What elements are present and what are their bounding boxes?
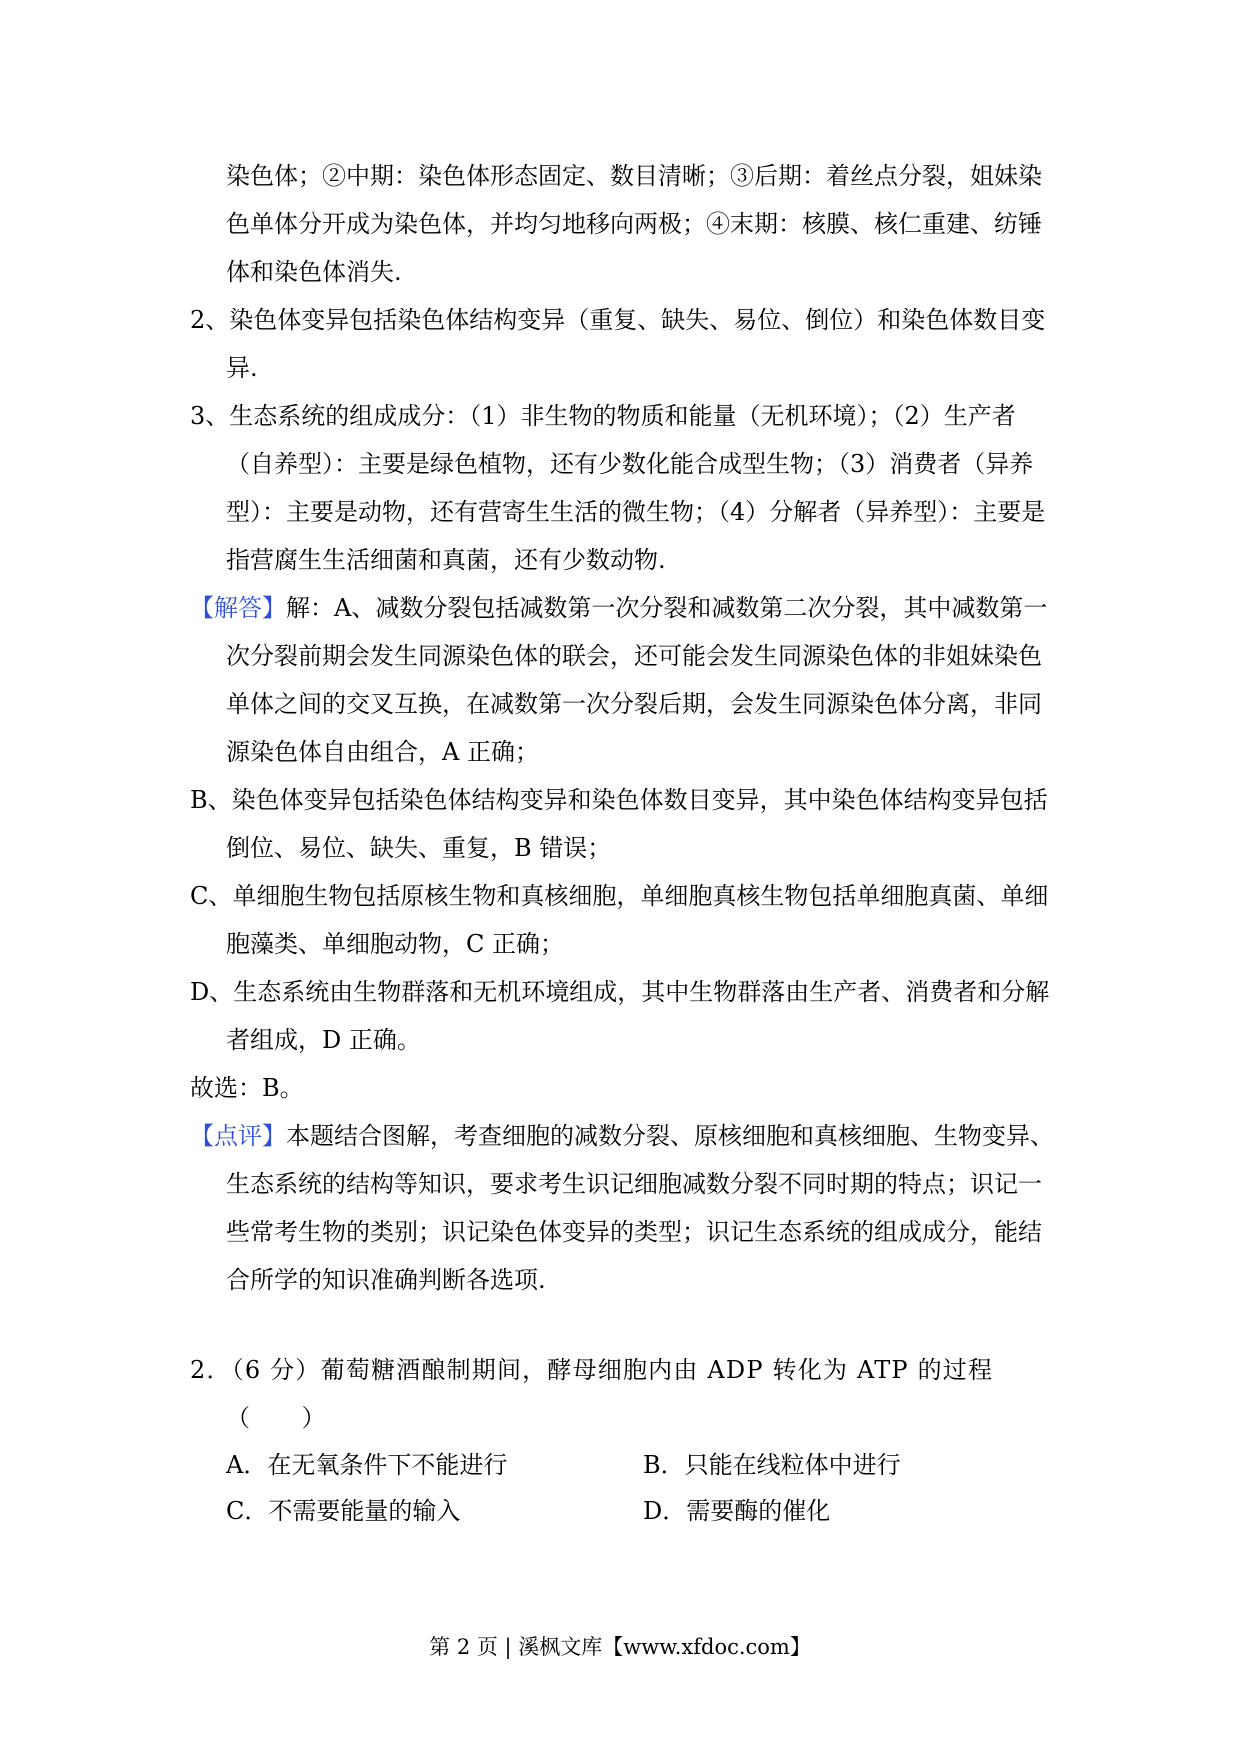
paragraph-1 xyxy=(190,152,1060,296)
paragraph-text: 2、染色体变异包括染色体结构变异（重复、缺失、易位、倒位）和染色体数目变异. xyxy=(190,306,1046,382)
options-row-1 xyxy=(226,1442,1060,1488)
question-options xyxy=(190,1442,1060,1534)
answer-choice xyxy=(190,1064,1060,1112)
paragraph-2 xyxy=(190,296,1060,392)
paragraph-text: 解：A、减数分裂包括减数第一次分裂和减数第二次分裂，其中减数第一次分裂前期会发生同源染色体的联会，还可能会发生同源染色体的非姐妹染色单体之间的交叉互换，在减数第一次分裂后期，会发生同源染色体分离，非同源染色体自由组合，A 正确； xyxy=(226,594,1048,766)
paragraph-option-c xyxy=(190,872,1060,968)
paragraph-text: 故选：B。 xyxy=(190,1074,304,1102)
paragraph-text: 染色体；②中期：染色体形态固定、数目清晰；③后期：着丝点分裂，姐妹染色单体分开成为染色体，并均匀地移向两极；④末期：核膜、核仁重建、纺锤体和染色体消失. xyxy=(226,162,1042,286)
option-d: D．需要酶的催化 xyxy=(643,1497,831,1525)
paragraph-text: 本题结合图解，考查细胞的减数分裂、原核细胞和真核细胞、生物变异、生态系统的结构等知识，要求考生识记细胞减数分裂不同时期的特点；识记一些常考生物的类别；识记染色体变异的类型；识记生态系统的组成成分，能结合所学的知识准确判断各选项. xyxy=(226,1122,1054,1294)
answer-paragraph xyxy=(190,584,1060,776)
option-b: B．只能在线粒体中进行 xyxy=(643,1451,901,1479)
options-row-2 xyxy=(226,1488,1060,1534)
answer-label: 【解答】 xyxy=(190,594,286,622)
paragraph-text: 3、生态系统的组成成分：（1）非生物的物质和能量（无机环境）；（2）生产者（自养型）：主要是绿色植物，还有少数化能合成型生物；（3）消费者（异养型）：主要是动物，还有营寄生生活的微生物；（4）分解者（异养型）：主要是指营腐生生活细菌和真菌，还有少数动物. xyxy=(190,402,1046,574)
review-paragraph xyxy=(190,1112,1060,1304)
paragraph-option-d xyxy=(190,968,1060,1064)
question-stem: 2．（6 分）葡萄糖酒酿制期间，酵母细胞内由 ADP 转化为 ATP 的过程（ ） xyxy=(190,1356,994,1432)
paragraph-3 xyxy=(190,392,1060,584)
page-content xyxy=(190,152,1060,1534)
spacer xyxy=(190,1304,1060,1346)
paragraph-text: D、生态系统由生物群落和无机环境组成，其中生物群落由生产者、消费者和分解者组成，D 正确。 xyxy=(190,978,1050,1054)
option-a: A．在无氧条件下不能进行 xyxy=(226,1451,508,1479)
page-footer: 第 2 页 | 溪枫文库【www.xfdoc.com】 xyxy=(429,1635,811,1659)
paragraph-text: C、单细胞生物包括原核生物和真核细胞，单细胞真核生物包括单细胞真菌、单细胞藻类、单细胞动物，C 正确； xyxy=(190,882,1049,958)
paragraph-option-b xyxy=(190,776,1060,872)
paragraph-text: B、染色体变异包括染色体结构变异和染色体数目变异，其中染色体结构变异包括倒位、易位、缺失、重复，B 错误； xyxy=(190,786,1048,862)
review-label: 【点评】 xyxy=(190,1122,286,1150)
option-c: C．不需要能量的输入 xyxy=(226,1497,461,1525)
